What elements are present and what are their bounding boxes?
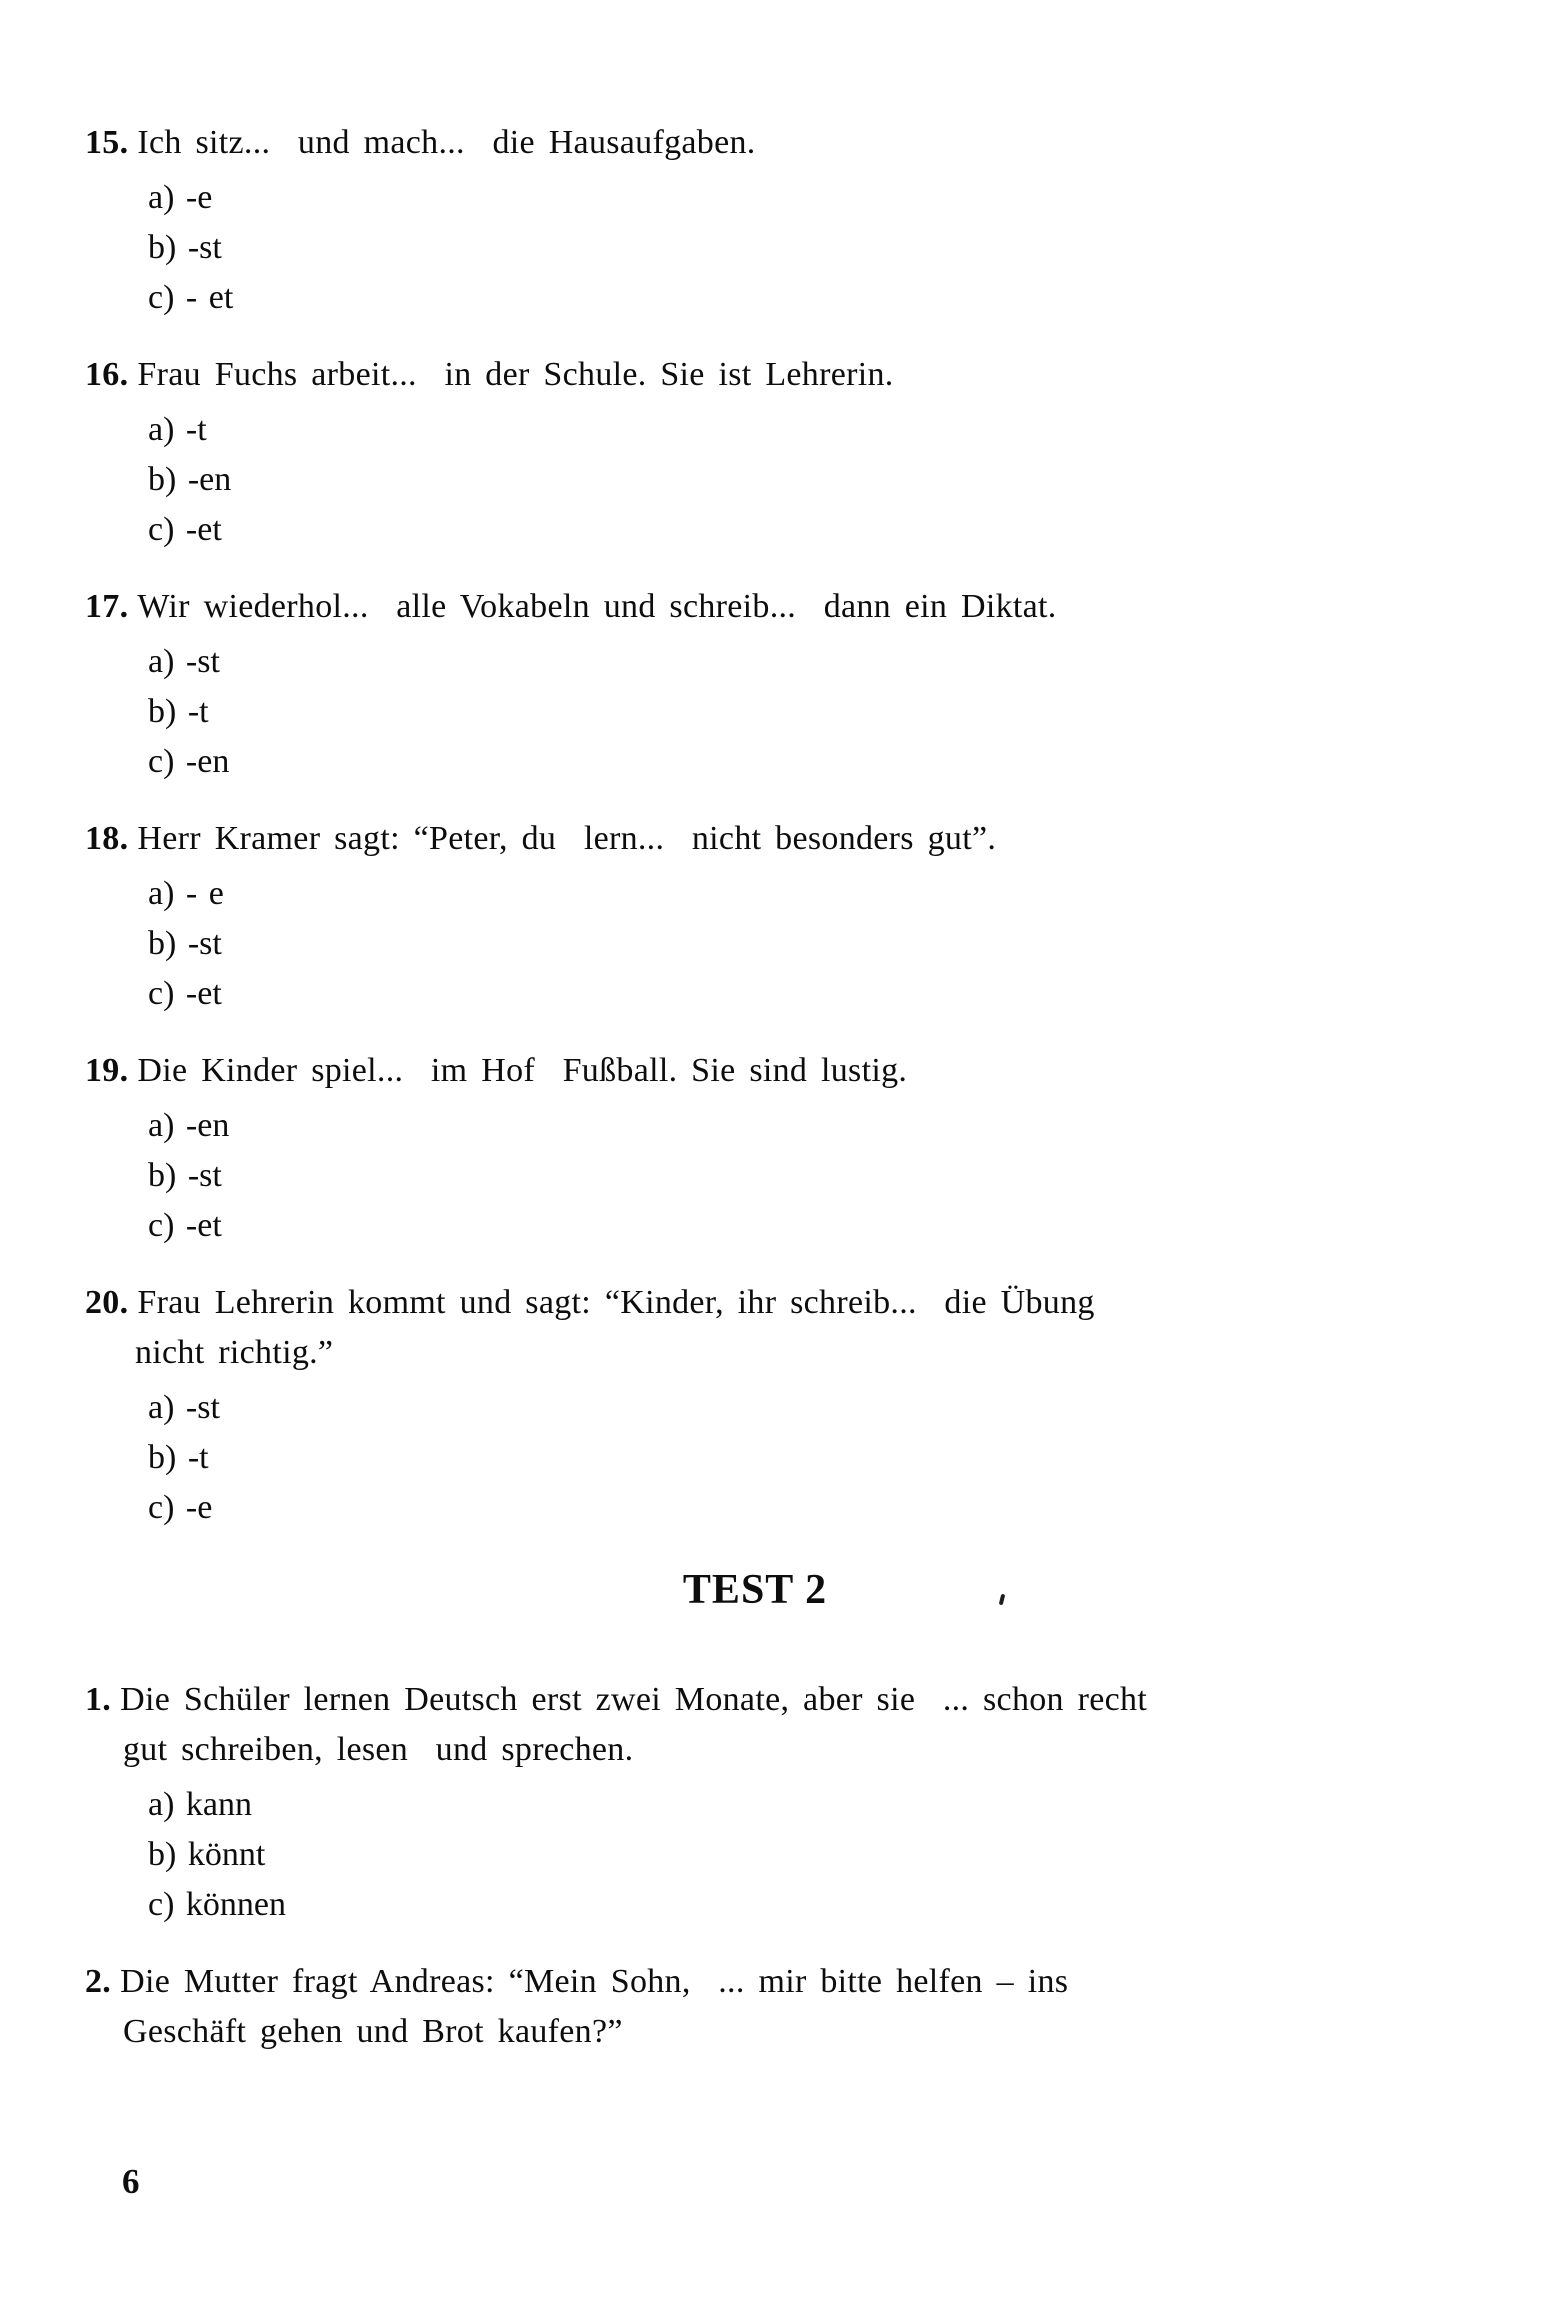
test2-question-2-number: 2. xyxy=(85,1963,112,2000)
option-b: b) -st xyxy=(148,229,222,266)
option-a: a) -t xyxy=(148,411,207,448)
question-16-options xyxy=(85,405,1505,555)
test2-question-1-sentence-line2: gut schreiben, lesen und sprechen. xyxy=(123,1731,634,1768)
question-15-sentence: Ich sitz... und mach... die Hausaufgaben. xyxy=(137,124,756,161)
question-16-number: 16. xyxy=(85,356,129,393)
question-18-number: 18. xyxy=(85,820,129,857)
question-17-options xyxy=(85,637,1505,787)
option-a: a) -en xyxy=(148,1107,230,1144)
question-16 xyxy=(85,350,1505,555)
option-c: c) -et xyxy=(148,975,222,1012)
option-c: c) -et xyxy=(148,1207,222,1244)
option-c: c) - et xyxy=(148,279,234,316)
question-20-sentence-line2: nicht richtig.” xyxy=(135,1334,334,1371)
option-a: a) kann xyxy=(148,1786,253,1823)
question-20-text xyxy=(85,1278,1505,1378)
question-18-options xyxy=(85,869,1505,1019)
question-16-sentence: Frau Fuchs arbeit... in der Schule. Sie ist Lehrerin. xyxy=(137,356,894,393)
option-b: b) -st xyxy=(148,925,222,962)
question-15-number: 15. xyxy=(85,124,129,161)
test2-question-2 xyxy=(85,1957,1505,2057)
question-19-sentence: Die Kinder spiel... im Hof Fußball. Sie sind lustig. xyxy=(137,1052,908,1089)
test2-question-2-sentence-line1: Die Mutter fragt Andreas: “Mein Sohn, ... mir bitte helfen – ins xyxy=(120,1963,1069,2000)
option-b: b) -t xyxy=(148,1439,209,1476)
page-number: 6 xyxy=(122,2162,140,2201)
option-a: a) - e xyxy=(148,875,224,912)
option-b: b) -st xyxy=(148,1157,222,1194)
question-15-text xyxy=(85,118,1505,168)
question-20-sentence-line1: Frau Lehrerin kommt und sagt: “Kinder, ihr schreib... die Übung xyxy=(137,1284,1095,1321)
option-c: c) -en xyxy=(148,743,230,780)
question-19 xyxy=(85,1046,1505,1251)
page-content xyxy=(85,118,1505,2084)
option-b: b) -en xyxy=(148,461,232,498)
question-18-sentence: Herr Kramer sagt: “Peter, du lern... nicht besonders gut”. xyxy=(137,820,997,857)
option-b: b) könnt xyxy=(148,1836,266,1873)
question-20 xyxy=(85,1278,1505,1533)
test2-question-1-text xyxy=(85,1675,1505,1775)
question-15 xyxy=(85,118,1505,323)
option-a: a) -st xyxy=(148,643,220,680)
test2-question-2-sentence-line2: Geschäft gehen und Brot kaufen?” xyxy=(123,2013,623,2050)
test2-question-1-number: 1. xyxy=(85,1681,112,1718)
test2-question-2-text xyxy=(85,1957,1505,2057)
option-c: c) -et xyxy=(148,511,222,548)
question-17 xyxy=(85,582,1505,787)
option-a: a) -st xyxy=(148,1389,220,1426)
question-19-options xyxy=(85,1101,1505,1251)
test2-question-1-options xyxy=(85,1780,1505,1930)
question-17-sentence: Wir wiederhol... alle Vokabeln und schreib... dann ein Diktat. xyxy=(137,588,1057,625)
option-b: b) -t xyxy=(148,693,209,730)
question-16-text xyxy=(85,350,1505,400)
question-17-number: 17. xyxy=(85,588,129,625)
option-c: c) -e xyxy=(148,1489,213,1526)
question-15-options xyxy=(85,173,1505,323)
option-c: c) können xyxy=(148,1886,287,1923)
question-20-options xyxy=(85,1383,1505,1533)
test2-question-1 xyxy=(85,1675,1505,1930)
question-17-text xyxy=(85,582,1505,632)
test2-heading: TEST 2 xyxy=(682,1567,828,1613)
test2-question-1-sentence-line1: Die Schüler lernen Deutsch erst zwei Monate, aber sie ... schon recht xyxy=(120,1681,1148,1718)
question-20-number: 20. xyxy=(85,1284,129,1321)
question-18-text xyxy=(85,814,1505,864)
question-19-number: 19. xyxy=(85,1052,129,1089)
question-18 xyxy=(85,814,1505,1019)
option-a: a) -e xyxy=(148,179,213,216)
question-19-text xyxy=(85,1046,1505,1096)
